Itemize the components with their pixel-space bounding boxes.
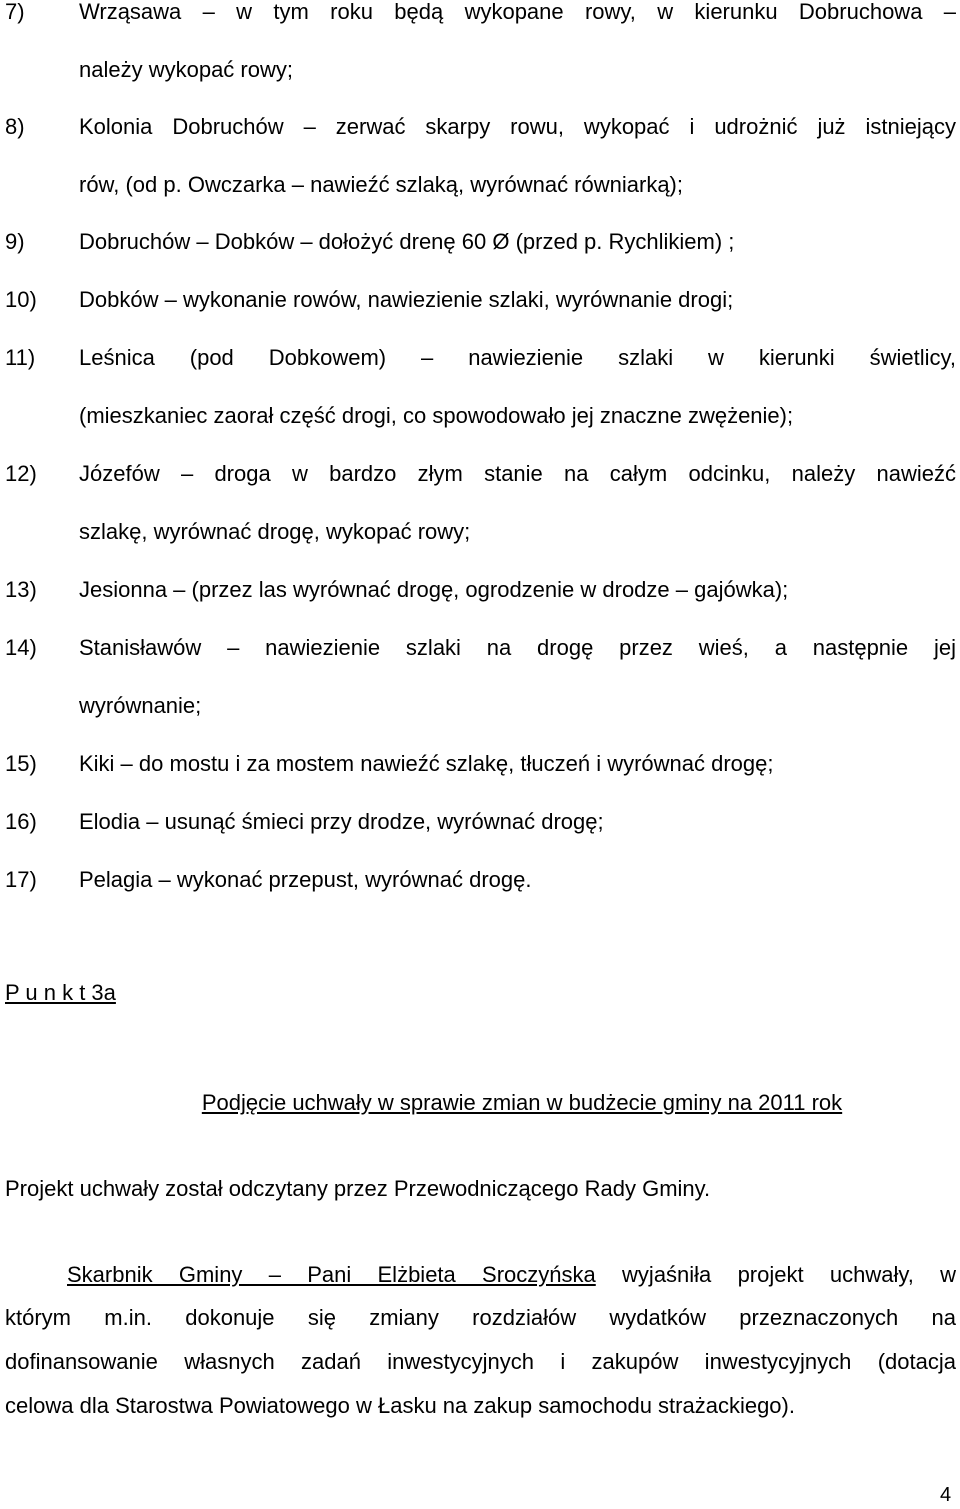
list-item-line: należy wykopać rowy;	[79, 57, 293, 82]
list-item-number: 17)	[5, 867, 37, 892]
paragraph-line: dofinansowanie własnych zadań inwestycyjnych i zakupów inwestycyjnych (dotacja	[5, 1349, 956, 1374]
page-number: 4	[940, 1484, 952, 1506]
paragraph-line: którym m.in. dokonuje się zmiany rozdziałów wydatków przeznaczonych na	[5, 1305, 956, 1330]
list-item-number: 9)	[5, 229, 25, 254]
list-item-number: 15)	[5, 751, 37, 776]
list-item-line: rów, (od p. Owczarka – nawieźć szlaką, wyrównać równiarką);	[79, 172, 683, 197]
list-item-number: 10)	[5, 287, 37, 312]
list-item-line: Pelagia – wykonać przepust, wyrównać drogę.	[79, 867, 532, 892]
speaker-name: Skarbnik Gminy – Pani Elżbieta Sroczyńska	[67, 1262, 596, 1287]
list-item-line: szlakę, wyrównać drogę, wykopać rowy;	[79, 519, 471, 544]
paragraph: Projekt uchwały został odczytany przez Przewodniczącego Rady Gminy.	[5, 1176, 711, 1201]
list-item-line: Kiki – do mostu i za mostem nawieźć szlakę, tłuczeń i wyrównać drogę;	[79, 751, 774, 776]
list-item-number: 14)	[5, 635, 37, 660]
list-item-line: Jesionna – (przez las wyrównać drogę, ogrodzenie w drodze – gajówka);	[79, 577, 789, 602]
list-item-number: 13)	[5, 577, 37, 602]
list-item-number: 7)	[5, 0, 25, 24]
list-item-line: Dobków – wykonanie rowów, nawiezienie szlaki, wyrównanie drogi;	[79, 287, 734, 312]
list-item-line: Józefów – droga w bardzo złym stanie na całym odcinku, należy nawieźć	[79, 461, 956, 486]
list-item-line: Leśnica (pod Dobkowem) – nawiezienie szlaki w kierunki świetlicy,	[79, 345, 956, 370]
list-item-line: Dobruchów – Dobków – dołożyć drenę 60 Ø (przed p. Rychlikiem) ;	[79, 229, 735, 254]
list-item-number: 8)	[5, 114, 25, 139]
paragraph-line	[67, 1260, 956, 1290]
section-title: Podjęcie uchwały w sprawie zmian w budżecie gminy na 2011 rok	[201, 1090, 843, 1115]
paragraph-text: wyjaśniła projekt uchwały, w	[595, 1262, 956, 1287]
list-item-number: 12)	[5, 461, 37, 486]
list-item-line: Stanisławów – nawiezienie szlaki na drogę przez wieś, a następnie jej	[79, 635, 956, 660]
list-item-line: Wrząsawa – w tym roku będą wykopane rowy, w kierunku Dobruchowa –	[79, 0, 956, 24]
list-item-line: Elodia – usunąć śmieci przy drodze, wyrównać drogę;	[79, 809, 604, 834]
paragraph-line: celowa dla Starostwa Powiatowego w Łasku na zakup samochodu strażackiego).	[5, 1393, 795, 1418]
list-item-line: wyrównanie;	[79, 693, 202, 718]
list-item-line: (mieszkaniec zaorał część drogi, co spowodowało jej znaczne zwężenie);	[79, 403, 794, 428]
list-item-number: 16)	[5, 809, 37, 834]
section-heading: P u n k t 3a	[5, 980, 116, 1005]
list-item-line: Kolonia Dobruchów – zerwać skarpy rowu, wykopać i udrożnić już istniejący	[79, 114, 956, 139]
list-item-number: 11)	[5, 345, 36, 370]
